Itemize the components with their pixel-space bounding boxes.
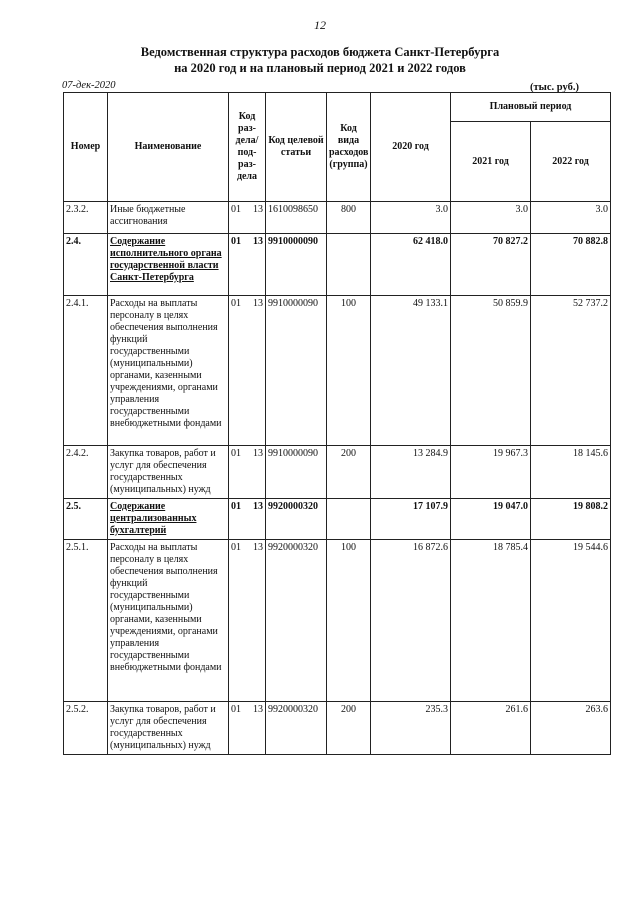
row-amount-2022: 18 145.6 [531, 446, 611, 499]
row-number: 2.5. [64, 499, 108, 540]
row-amount-2020: 49 133.1 [371, 296, 451, 446]
header-number: Номер [64, 93, 108, 202]
row-target-code: 9910000090 [266, 296, 327, 446]
row-amount-2020: 62 418.0 [371, 234, 451, 296]
row-amount-2020: 13 284.9 [371, 446, 451, 499]
subsection-code: 13 [253, 704, 263, 715]
title-line-2: на 2020 год и на плановый период 2021 и 2022 годов [174, 61, 466, 75]
row-amount-2020: 16 872.6 [371, 540, 451, 702]
header-name: Наименование [108, 93, 229, 202]
row-name-text: Закупка товаров, работ и услуг для обеспечения государственных (муниципальных) нужд [110, 448, 216, 495]
header-group: Код вида расходов (группа) [327, 93, 371, 202]
row-amount-2021: 18 785.4 [451, 540, 531, 702]
table-row [64, 234, 611, 296]
row-group-code: 100 [327, 296, 371, 446]
row-name [108, 702, 229, 755]
units-label: (тыс. руб.) [530, 82, 579, 93]
title-line-1: Ведомственная структура расходов бюджета Санкт-Петербурга [140, 45, 500, 59]
row-number: 2.4. [64, 234, 108, 296]
row-section-code [229, 202, 266, 234]
row-section-code [229, 702, 266, 755]
table-row [64, 296, 611, 446]
row-name [108, 446, 229, 499]
row-amount-2021: 70 827.2 [451, 234, 531, 296]
subsection-code: 13 [253, 448, 263, 459]
row-amount-2022: 19 544.6 [531, 540, 611, 702]
header-2022: 2022 год [531, 122, 611, 202]
subsection-code: 13 [253, 542, 263, 553]
row-name [108, 540, 229, 702]
row-amount-2020: 235.3 [371, 702, 451, 755]
header-target: Код целевой статьи [266, 93, 327, 202]
row-amount-2022: 263.6 [531, 702, 611, 755]
subsection-code: 13 [253, 204, 263, 215]
row-target-code: 9910000090 [266, 234, 327, 296]
section-code: 01 [231, 236, 241, 247]
header-2021: 2021 год [451, 122, 531, 202]
page-number: 12 [314, 18, 326, 32]
header-2020: 2020 год [371, 93, 451, 202]
row-group-code: 100 [327, 540, 371, 702]
row-number: 2.4.1. [64, 296, 108, 446]
row-group-code: 200 [327, 702, 371, 755]
row-name [108, 202, 229, 234]
row-name [108, 499, 229, 540]
budget-table [63, 92, 611, 755]
row-name-text: Иные бюджетные ассигнования [110, 204, 186, 227]
section-code: 01 [231, 501, 241, 512]
section-code: 01 [231, 298, 241, 309]
row-section-code [229, 540, 266, 702]
row-name-text: Закупка товаров, работ и услуг для обеспечения государственных (муниципальных) нужд [110, 704, 216, 751]
row-target-code: 9920000320 [266, 499, 327, 540]
row-amount-2021: 3.0 [451, 202, 531, 234]
row-number: 2.5.1. [64, 540, 108, 702]
row-amount-2021: 19 967.3 [451, 446, 531, 499]
section-code: 01 [231, 204, 241, 215]
row-number: 2.5.2. [64, 702, 108, 755]
table-row [64, 446, 611, 499]
table-row [64, 540, 611, 702]
row-number: 2.3.2. [64, 202, 108, 234]
row-target-code: 9920000320 [266, 540, 327, 702]
row-amount-2021: 261.6 [451, 702, 531, 755]
row-amount-2020: 17 107.9 [371, 499, 451, 540]
row-group-code [327, 499, 371, 540]
row-amount-2022: 3.0 [531, 202, 611, 234]
row-name-text: Расходы на выплаты персоналу в целях обеспечения выполнения функций государственными (муниципальными) органами, казенными учреждениями, органами управления государственными внебюджетными фондами [110, 542, 222, 673]
row-amount-2022: 19 808.2 [531, 499, 611, 540]
row-target-code: 9920000320 [266, 702, 327, 755]
row-number: 2.4.2. [64, 446, 108, 499]
subsection-code: 13 [253, 236, 263, 247]
row-group-code: 200 [327, 446, 371, 499]
row-amount-2022: 52 737.2 [531, 296, 611, 446]
row-name [108, 296, 229, 446]
row-amount-2020: 3.0 [371, 202, 451, 234]
row-target-code: 1610098650 [266, 202, 327, 234]
table-row [64, 499, 611, 540]
header-planned-period: Плановый период [451, 93, 611, 122]
row-group-code [327, 234, 371, 296]
row-name-text: Содержание исполнительного органа государственной власти Санкт-Петербурга [110, 236, 222, 283]
row-target-code: 9910000090 [266, 446, 327, 499]
row-group-code: 800 [327, 202, 371, 234]
subsection-code: 13 [253, 298, 263, 309]
header-section: Код раз- дела/ под- раз- дела [229, 93, 266, 202]
row-amount-2021: 50 859.9 [451, 296, 531, 446]
document-title [0, 44, 640, 76]
document-date: 07-дек-2020 [62, 80, 116, 91]
row-name-text: Содержание централизованных бухгалтерий [110, 501, 197, 536]
row-amount-2021: 19 047.0 [451, 499, 531, 540]
table-row [64, 202, 611, 234]
section-code: 01 [231, 448, 241, 459]
table-body [64, 202, 611, 755]
row-name-text: Расходы на выплаты персоналу в целях обеспечения выполнения функций государственными (муниципальными) органами, казенными учреждениями, органами управления государственными внебюджетными фондами [110, 298, 222, 429]
section-code: 01 [231, 542, 241, 553]
row-section-code [229, 499, 266, 540]
row-amount-2022: 70 882.8 [531, 234, 611, 296]
row-section-code [229, 296, 266, 446]
subsection-code: 13 [253, 501, 263, 512]
row-name [108, 234, 229, 296]
row-section-code [229, 234, 266, 296]
row-section-code [229, 446, 266, 499]
table-row [64, 702, 611, 755]
section-code: 01 [231, 704, 241, 715]
